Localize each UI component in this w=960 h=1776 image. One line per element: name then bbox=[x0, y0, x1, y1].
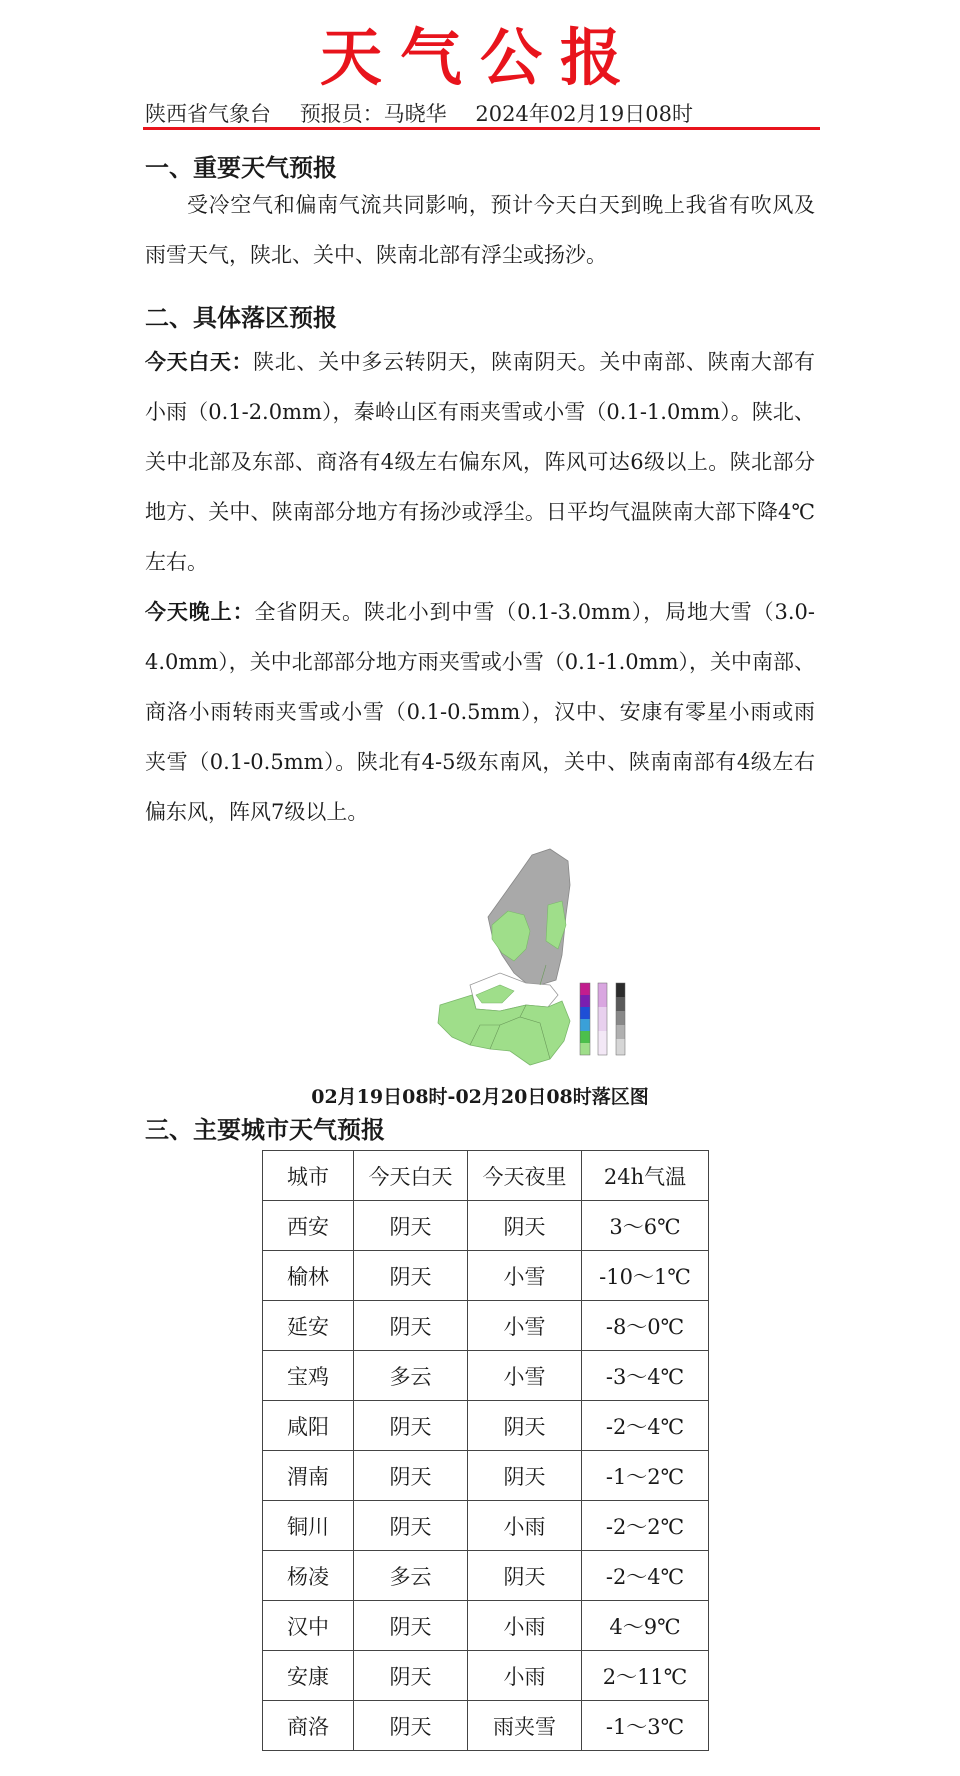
column-header-city: 城市 bbox=[263, 1151, 354, 1201]
temperature-range: -2～4℃ bbox=[582, 1401, 709, 1451]
city-name: 铜川 bbox=[263, 1501, 354, 1551]
night-weather: 阴天 bbox=[468, 1451, 582, 1501]
temperature-range: 2～11℃ bbox=[582, 1651, 709, 1701]
map-legend-snow bbox=[616, 983, 625, 1055]
temperature-range: -3～4℃ bbox=[582, 1351, 709, 1401]
column-header-day: 今天白天 bbox=[354, 1151, 468, 1201]
city-name: 榆林 bbox=[263, 1251, 354, 1301]
day-weather: 阴天 bbox=[354, 1201, 468, 1251]
table-row bbox=[263, 1201, 709, 1251]
day-weather: 阴天 bbox=[354, 1451, 468, 1501]
day-weather: 阴天 bbox=[354, 1651, 468, 1701]
night-weather: 阴天 bbox=[468, 1201, 582, 1251]
bulletin-title: 天气公报 bbox=[319, 21, 640, 94]
city-forecast-table bbox=[262, 1150, 709, 1751]
city-name: 西安 bbox=[263, 1201, 354, 1251]
night-forecast-text: 全省阴天。陕北小到中雪（0.1-3.0mm），局地大雪（3.0-4.0mm），关中北部部分地方雨夹雪或小雪（0.1-1.0mm），关中南部、商洛小雨转雨夹雪或小雪（0.1-0.5mm），汉中、安康有零星小雨或雨夹雪（0.1-0.5mm）。陕北有4-5级东南风，关中、陕南南部有4级左右偏东风，阵风7级以上。 bbox=[145, 600, 816, 824]
column-header-temperature: 24h气温 bbox=[582, 1151, 709, 1201]
important-forecast-text: 受冷空气和偏南气流共同影响，预计今天白天到晚上我省有吹风及雨雪天气，陕北、关中、陕南北部有浮尘或扬沙。 bbox=[145, 193, 815, 267]
day-weather: 阴天 bbox=[354, 1301, 468, 1351]
city-name: 渭南 bbox=[263, 1451, 354, 1501]
map-legend-sleet bbox=[598, 983, 607, 1055]
table-row bbox=[263, 1351, 709, 1401]
day-forecast-lead: 今天白天： bbox=[145, 350, 254, 374]
day-weather: 阴天 bbox=[354, 1401, 468, 1451]
map-caption: 02月19日08时-02月20日08时落区图 bbox=[311, 1086, 649, 1108]
shaanxi-map bbox=[430, 845, 645, 1070]
day-weather: 阴天 bbox=[354, 1601, 468, 1651]
table-header-row bbox=[263, 1151, 709, 1201]
column-header-night: 今天夜里 bbox=[468, 1151, 582, 1201]
city-name: 宝鸡 bbox=[263, 1351, 354, 1401]
night-weather: 小雨 bbox=[468, 1651, 582, 1701]
city-name: 杨凌 bbox=[263, 1551, 354, 1601]
temperature-range: 4～9℃ bbox=[582, 1601, 709, 1651]
night-weather: 雨夹雪 bbox=[468, 1701, 582, 1751]
night-weather: 小雨 bbox=[468, 1501, 582, 1551]
table-row bbox=[263, 1651, 709, 1701]
agency-name: 陕西省气象台 bbox=[145, 102, 271, 126]
city-name: 咸阳 bbox=[263, 1401, 354, 1451]
city-name: 商洛 bbox=[263, 1701, 354, 1751]
section-title-cities: 三、主要城市天气预报 bbox=[145, 1116, 385, 1144]
night-weather: 小雪 bbox=[468, 1301, 582, 1351]
table-row bbox=[263, 1301, 709, 1351]
precipitation-map bbox=[430, 845, 645, 1070]
header-divider bbox=[143, 127, 820, 130]
map-legend-rain bbox=[580, 983, 590, 1055]
temperature-range: -8～0℃ bbox=[582, 1301, 709, 1351]
table-row bbox=[263, 1501, 709, 1551]
night-forecast-lead: 今天晚上： bbox=[145, 600, 255, 624]
day-weather: 多云 bbox=[354, 1351, 468, 1401]
night-weather: 阴天 bbox=[468, 1551, 582, 1601]
day-weather: 多云 bbox=[354, 1551, 468, 1601]
temperature-range: -2～2℃ bbox=[582, 1501, 709, 1551]
temperature-range: 3～6℃ bbox=[582, 1201, 709, 1251]
table-row bbox=[263, 1551, 709, 1601]
temperature-range: -1～3℃ bbox=[582, 1701, 709, 1751]
forecaster-name: 预报员：马晓华 bbox=[299, 102, 447, 126]
night-forecast-paragraph bbox=[145, 587, 815, 837]
day-weather: 阴天 bbox=[354, 1701, 468, 1751]
temperature-range: -10～1℃ bbox=[582, 1251, 709, 1301]
night-weather: 小雨 bbox=[468, 1601, 582, 1651]
day-weather: 阴天 bbox=[354, 1501, 468, 1551]
bulletin-header bbox=[145, 98, 825, 128]
city-name: 延安 bbox=[263, 1301, 354, 1351]
issue-time: 2024年02月19日08时 bbox=[475, 102, 693, 126]
night-weather: 小雪 bbox=[468, 1251, 582, 1301]
city-name: 汉中 bbox=[263, 1601, 354, 1651]
section-title-important: 一、重要天气预报 bbox=[145, 154, 337, 182]
city-name: 安康 bbox=[263, 1651, 354, 1701]
temperature-range: -2～4℃ bbox=[582, 1551, 709, 1601]
night-weather: 小雪 bbox=[468, 1351, 582, 1401]
temperature-range: -1～2℃ bbox=[582, 1451, 709, 1501]
table-row bbox=[263, 1401, 709, 1451]
day-weather: 阴天 bbox=[354, 1251, 468, 1301]
section-title-area: 二、具体落区预报 bbox=[145, 304, 337, 332]
table-row bbox=[263, 1451, 709, 1501]
table-row bbox=[263, 1701, 709, 1751]
day-forecast-text: 陕北、关中多云转阴天，陕南阴天。关中南部、陕南大部有小雨（0.1-2.0mm），秦岭山区有雨夹雪或小雪（0.1-1.0mm）。陕北、关中北部及东部、商洛有4级左右偏东风，阵风可达6级以上。陕北部分地方、关中、陕南部分地方有扬沙或浮尘。日平均气温陕南大部下降4℃左右。 bbox=[145, 350, 816, 574]
table-row bbox=[263, 1601, 709, 1651]
table-row bbox=[263, 1251, 709, 1301]
night-weather: 阴天 bbox=[468, 1401, 582, 1451]
day-forecast-paragraph bbox=[145, 337, 815, 587]
